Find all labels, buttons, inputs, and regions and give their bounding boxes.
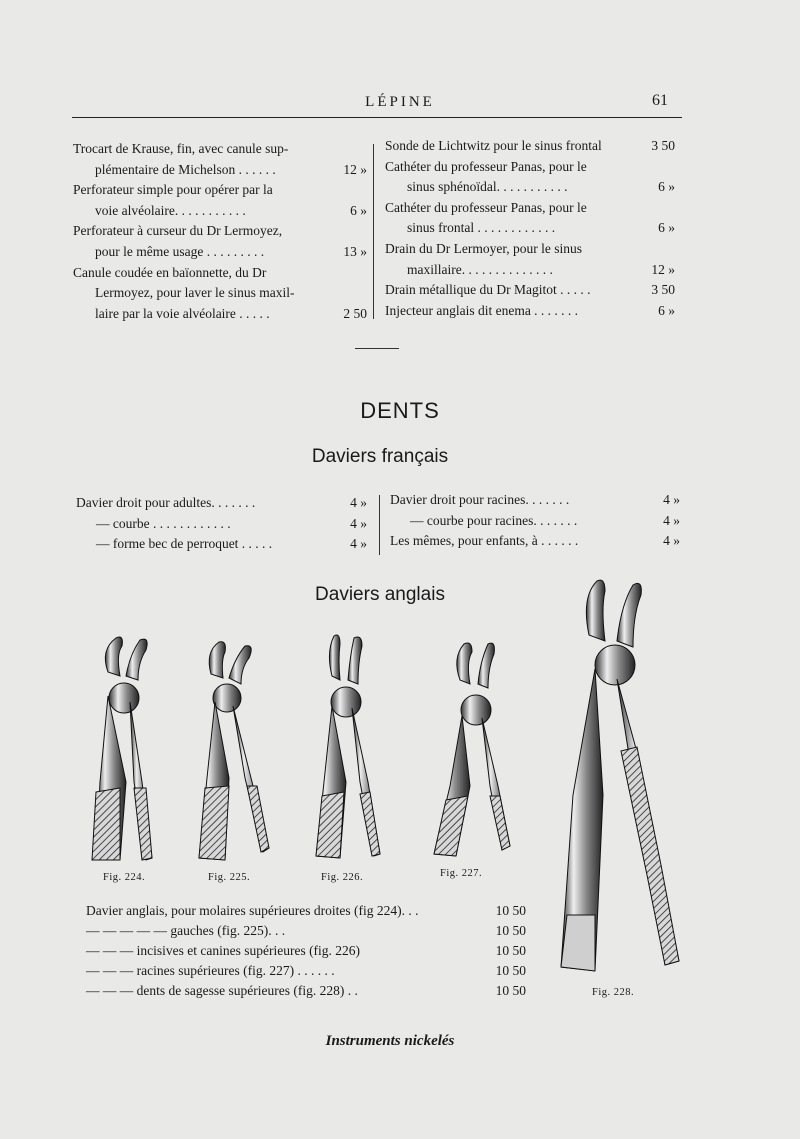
- entry-text: — — — incisives et canines supérieures (fig. 226): [86, 943, 361, 958]
- english-forceps-price-list: [86, 901, 526, 1001]
- entry-text: Davier anglais, pour molaires supérieures droites (fig 224). . .: [86, 903, 419, 918]
- entry-price: 10 50: [495, 923, 526, 938]
- price-entry: [73, 263, 367, 284]
- price-entry: [86, 941, 526, 961]
- entry-text: Perforateur à curseur du Dr Lermoyez,: [73, 223, 283, 239]
- price-entry: [76, 534, 367, 555]
- entry-price: 4 »: [663, 492, 680, 507]
- price-entry: [73, 160, 367, 181]
- entry-text: Trocart de Krause, fin, avec canule sup-: [73, 141, 289, 156]
- entry-price: 6 »: [658, 220, 675, 236]
- entry-price: 4 »: [663, 512, 680, 528]
- entry-price: 3 50: [651, 282, 675, 298]
- price-entry: [73, 283, 367, 304]
- entry-text: Davier droit pour adultes. . . . . . .: [76, 495, 256, 510]
- column-divider: [379, 495, 380, 555]
- entry-price: 2 50: [343, 305, 367, 321]
- top-right-column: [385, 136, 675, 321]
- entry-price: 4 »: [350, 515, 367, 531]
- entry-text: Davier droit pour racines. . . . . . .: [390, 492, 570, 507]
- price-entry: [385, 218, 675, 239]
- forceps-illustration-225: [193, 638, 271, 864]
- entry-text: plémentaire de Michelson . . . . . .: [95, 161, 276, 177]
- entry-price: 10 50: [495, 983, 526, 998]
- entry-text: sinus sphénoïdal. . . . . . . . . . .: [407, 179, 568, 195]
- entry-text: — — — racines supérieures (fig. 227) . . . . . .: [86, 963, 335, 978]
- figure-caption-224: Fig. 224.: [103, 872, 146, 883]
- price-entry: [385, 239, 675, 260]
- entry-text: laire par la voie alvéolaire . . . . .: [95, 305, 270, 321]
- entry-text: Sonde de Lichtwitz pour le sinus frontal: [385, 138, 602, 153]
- entry-price: 10 50: [495, 903, 526, 918]
- forceps-illustration-227: [430, 636, 516, 858]
- entry-text: maxillaire. . . . . . . . . . . . . .: [407, 261, 553, 277]
- price-entry: [385, 198, 675, 219]
- running-header-title: LÉPINE: [365, 94, 435, 110]
- price-entry: [76, 493, 367, 514]
- price-entry: [390, 490, 680, 511]
- price-entry: [385, 157, 675, 178]
- french-right-column: [390, 490, 680, 552]
- figure-caption-227: Fig. 227.: [440, 868, 483, 879]
- entry-text: pour le même usage . . . . . . . . .: [95, 243, 265, 259]
- price-entry: [390, 531, 680, 552]
- forceps-illustration-224: [86, 632, 158, 868]
- price-entry: [86, 901, 526, 921]
- entry-text: Injecteur anglais dit enema . . . . . . .: [385, 302, 579, 318]
- entry-price: 6 »: [658, 179, 675, 195]
- top-left-column: [73, 139, 367, 324]
- section-separator: [355, 348, 399, 349]
- price-entry: [390, 511, 680, 532]
- section-title: DENTS: [360, 398, 440, 423]
- price-entry: [73, 242, 367, 263]
- price-entry: [73, 180, 367, 201]
- figure-caption-228: Fig. 228.: [592, 987, 635, 998]
- entry-price: 6 »: [350, 202, 367, 218]
- entry-text: Drain du Dr Lermoyer, pour le sinus: [385, 240, 583, 256]
- entry-text: Perforateur simple pour opérer par la: [73, 182, 273, 198]
- entry-text: sinus frontal . . . . . . . . . . . .: [407, 220, 556, 236]
- price-entry: [385, 280, 675, 301]
- entry-text: voie alvéolaire. . . . . . . . . . .: [95, 202, 246, 218]
- entry-price: 4 »: [350, 495, 367, 510]
- entry-price: 6 »: [658, 302, 675, 318]
- french-left-column: [76, 493, 367, 555]
- entry-text: — courbe pour racines. . . . . . .: [410, 512, 578, 528]
- price-entry: [385, 301, 675, 322]
- entry-price: 12 »: [343, 161, 367, 177]
- price-entry: [76, 514, 367, 535]
- entry-price: 12 »: [651, 261, 675, 277]
- footer-note: Instruments nickelés: [325, 1033, 455, 1049]
- entry-text: Canule coudée en baïonnette, du Dr: [73, 264, 267, 280]
- figure-caption-225: Fig. 225.: [208, 872, 251, 883]
- price-entry: [86, 981, 526, 1001]
- entry-text: Cathéter du professeur Panas, pour le: [385, 158, 587, 174]
- price-entry: [86, 961, 526, 981]
- price-entry: [385, 177, 675, 198]
- column-divider: [373, 144, 374, 319]
- price-entry: [73, 139, 367, 160]
- subtitle-french: Daviers français: [311, 446, 449, 467]
- entry-price: 3 50: [651, 138, 675, 153]
- price-entry: [86, 921, 526, 941]
- entry-text: Drain métallique du Dr Magitot . . . . .: [385, 282, 591, 298]
- entry-price: 13 »: [343, 243, 367, 259]
- price-entry: [73, 201, 367, 222]
- price-entry: [385, 136, 675, 157]
- header-rule: [72, 117, 682, 118]
- price-entry: [73, 304, 367, 325]
- entry-price: 10 50: [495, 963, 526, 978]
- entry-text: — — — dents de sagesse supérieures (fig. 228) . .: [86, 983, 358, 998]
- price-entry: [73, 221, 367, 242]
- entry-text: — forme bec de perroquet . . . . .: [96, 536, 273, 552]
- price-entry: [385, 260, 675, 281]
- forceps-illustration-226: [308, 632, 382, 862]
- entry-price: 4 »: [663, 533, 680, 549]
- forceps-illustration-228: [555, 575, 690, 980]
- entry-text: Lermoyez, pour laver le sinus maxil-: [95, 285, 295, 301]
- entry-text: Cathéter du professeur Panas, pour le: [385, 199, 587, 215]
- entry-price: 4 »: [350, 536, 367, 552]
- entry-text: — courbe . . . . . . . . . . . .: [96, 515, 231, 531]
- figure-caption-226: Fig. 226.: [321, 872, 364, 883]
- subtitle-english: Daviers anglais: [315, 584, 445, 605]
- entry-text: — — — — — gauches (fig. 225). . .: [86, 923, 286, 938]
- entry-price: 10 50: [495, 943, 526, 958]
- entry-text: Les mêmes, pour enfants, à . . . . . .: [390, 533, 579, 549]
- page-number: 61: [652, 92, 668, 109]
